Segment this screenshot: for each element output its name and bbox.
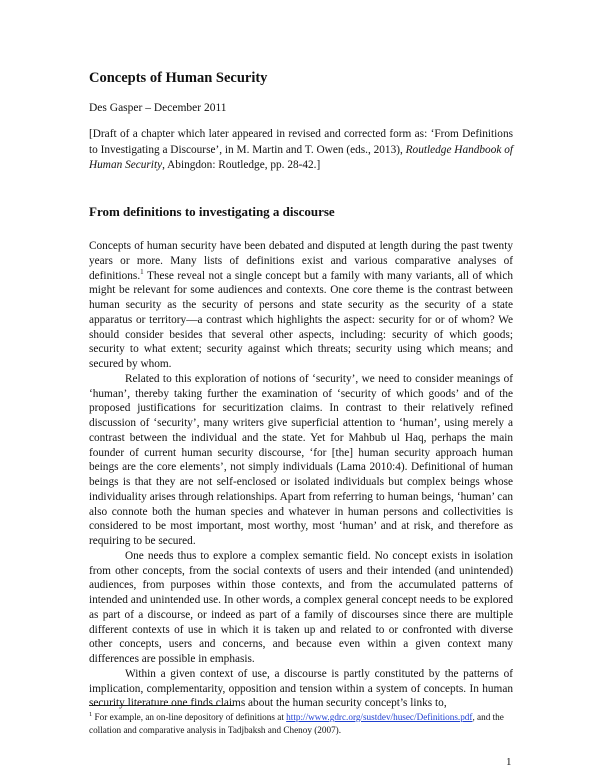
- footnote-divider: [89, 705, 233, 706]
- footnote-mark: 1: [89, 710, 93, 718]
- paragraph-1: [89, 239, 513, 372]
- document-title: Concepts of Human Security: [89, 70, 268, 86]
- draft-note: [89, 127, 513, 174]
- draft-note-suffix: , Abingdon: Routledge, pp. 28-42.]: [162, 159, 321, 171]
- footnote-text: For example, an on-line depository of definitions at: [92, 712, 287, 722]
- footnote: [89, 711, 513, 737]
- footnote-reference[interactable]: 1: [140, 267, 144, 276]
- footnote-text-end: , and the collation and comparative analysis in Tadjbaksh and Chenoy (2007).: [89, 712, 504, 735]
- body-text: [89, 239, 513, 711]
- footnote-link[interactable]: http://www.gdrc.org/sustdev/husec/Definitions.pdf: [286, 712, 473, 722]
- page-number: 1: [506, 756, 512, 768]
- section-heading: From definitions to investigating a discourse: [89, 204, 335, 219]
- author-line: Des Gasper – December 2011: [89, 102, 227, 114]
- paragraph-3: One needs thus to explore a complex semantic field. No concept exists in isolation from other concepts, from the social contexts of users and their intended (and unintended) audiences, from purposes within those contexts, and from the accumulated patterns of intended and unintended use. In other words, a complex general concept needs to be explored as part of a discourse, or indeed as part of a family of discourses since there are multiple different contexts of use in which it is taken up and related to or confronted with diverse other concepts, users and concerns, and because even within a given context many differences are possible in emphasis.: [89, 549, 513, 665]
- draft-note-book-title: Routledge Handbook of Human Security: [89, 143, 513, 171]
- paragraph-4: Within a given context of use, a discourse is partly constituted by the patterns of implication, complementarity, opposition and tension within a system of concepts. In human security literature one finds claims about the human security concept’s links to,: [89, 667, 513, 710]
- paragraph-2: Related to this exploration of notions of ‘security’, we need to consider meanings of ‘human’, thereby taking further the examination of ‘security of which goods’ and of the proposed justifications for securitization claims. In contrast to their relatively refined discussion of ‘security’, many writers give superficial attention to ‘human’, using merely a contrast between the individual and the state. Yet for Mahbub ul Haq, perhaps the main founder of current human security discourse, ‘for [the] human security approach human beings are the core elements’, not simply individuals (Lama 2010:4). Definitional of human beings is that they are not self-enclosed or isolated individuals but complex beings whose individuality arises through relationships. Apart from referring to human beings, ‘human’ can also connote both the human species and whatever in human persons and collectivities is considered to be most important, most worthy, most ‘human’ and at risk, and therefore as requiring to be secured.: [89, 372, 513, 547]
- draft-note-prefix: [Draft of a chapter which later appeared in revised and corrected form as: ‘From Definitions to Investigating a Discourse’, in M. Martin and T. Owen (eds., 2013),: [89, 128, 513, 156]
- paragraph-1-continued: These reveal not a single concept but a family with many variants, all of which might be relevant for some audiences and contexts. One core theme is the contrast between human security as the security of persons and state security as the security of a state apparatus or territory—a contrast which highlights the aspect: security for or of whom? We should consider besides that several other aspects, including: security of which goods; security to what extent; security against which threats; security using which means; and secured by whom.: [89, 269, 513, 370]
- paragraph-1-text: Concepts of human security have been debated and disputed at length during the past twenty years or more. Many lists of definitions exist and various comparative analyses of definitions.: [89, 240, 513, 282]
